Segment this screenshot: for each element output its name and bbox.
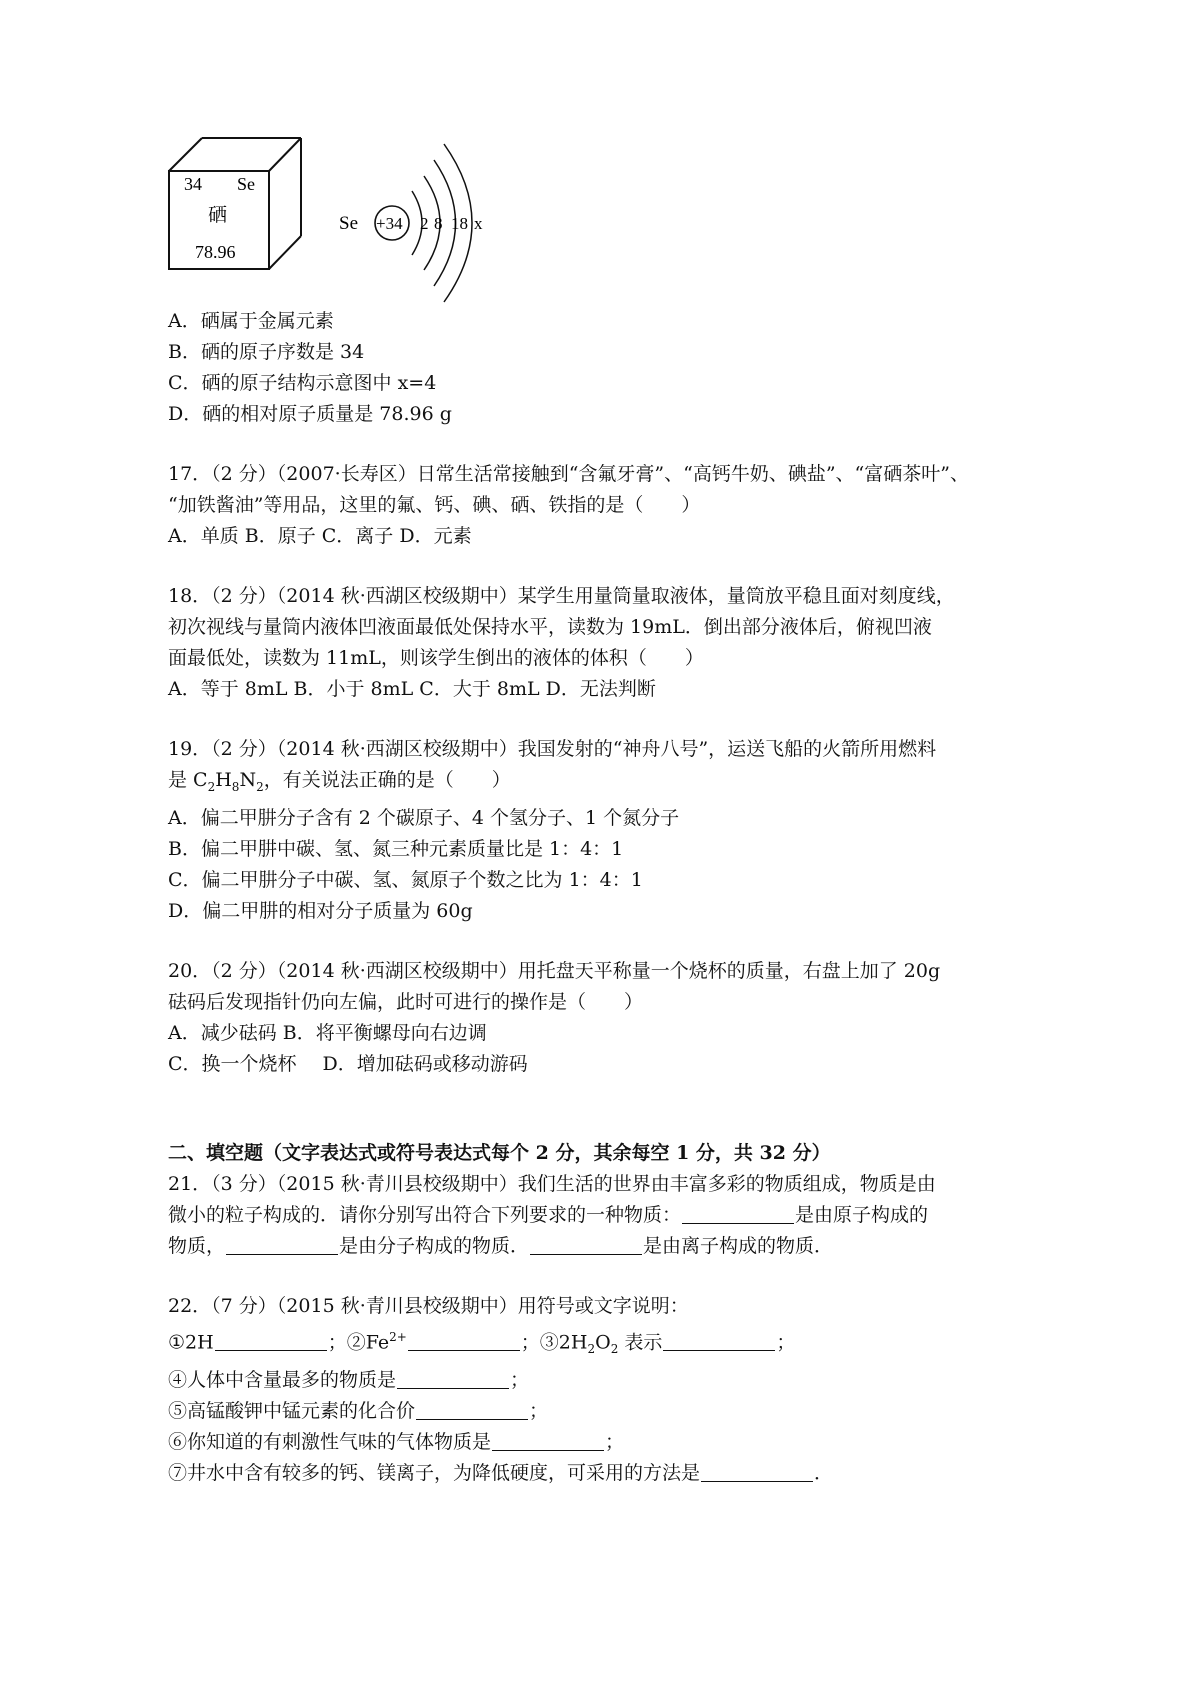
q20-option-c: C．换一个烧杯 (168, 1052, 297, 1075)
q17-stem-line1: 17．（2 分）（2007·长寿区）日常生活常接触到“含氟牙膏”、“高钙牛奶、碘盐”、“富硒茶叶”、 (168, 463, 969, 485)
element-name: 硒 (208, 204, 228, 226)
atomic-mass: 78.96 (195, 242, 236, 262)
q21-stem-line3 (168, 1231, 1048, 1262)
question-content (168, 306, 1048, 1489)
q19-option-a: A．偏二甲肼分子含有 2 个碳原子、4 个氢分子、1 个氮分子 (168, 806, 680, 829)
q22-h2o2-sub2: 2 (610, 1341, 619, 1356)
nucleus-charge: +34 (376, 214, 403, 233)
q17-stem-line2: “加铁酱油”等用品，这里的氟、钙、碘、硒、铁指的是（ ） (168, 494, 701, 516)
q22-text: ； (529, 1399, 549, 1422)
shell-electrons-2: 8 (434, 214, 443, 233)
q22-fe-charge: 2+ (389, 1329, 407, 1344)
q22-blank-6[interactable] (492, 1430, 604, 1451)
q19-text: N (239, 769, 257, 791)
atom-symbol: Se (339, 213, 358, 234)
q22-text: O (595, 1331, 611, 1354)
q22-text: ； (605, 1430, 625, 1453)
q22-item6 (168, 1427, 1048, 1458)
q19-option-b: B．偏二甲肼中碳、氢、氮三种元素质量比是 1：4：1 (168, 837, 624, 860)
q22-blank-5[interactable] (416, 1399, 528, 1420)
shell-electrons-1: 2 (420, 214, 429, 233)
q19-option-d: D．偏二甲肼的相对分子质量为 60g (168, 899, 473, 922)
q22-text: ． (814, 1461, 834, 1484)
q22-h2o2-sub1: 2 (587, 1341, 596, 1356)
q22-blank-7[interactable] (701, 1461, 813, 1482)
q22-text: 表示 (618, 1331, 663, 1354)
shell-electrons-4: x (474, 214, 483, 233)
q19-text: ，有关说法正确的是（ ） (263, 769, 511, 791)
selenium-figure (168, 128, 508, 308)
q21-blank-ion[interactable] (530, 1234, 642, 1255)
q22-item7 (168, 1458, 1048, 1489)
q16-option-c: C．硒的原子结构示意图中 x=4 (168, 372, 437, 394)
q22-blank-1[interactable] (215, 1330, 327, 1351)
q21-stem-line1: 21．（3 分）（2015 秋·青川县校级期中）我们生活的世界由丰富多彩的物质组成，物质是由 (168, 1172, 936, 1195)
q22-blank-2[interactable] (408, 1330, 520, 1351)
q20-stem-line2: 砝码后发现指针仍向左偏，此时可进行的操作是（ ） (168, 990, 644, 1013)
q22-text: ； (510, 1368, 530, 1391)
q21-stem-line2 (168, 1200, 1048, 1231)
q19-sub-n: 2 (256, 779, 264, 794)
q17-options: A．单质 B．原子 C．离子 D．元素 (168, 525, 472, 547)
q20-options-row2 (168, 1049, 1048, 1080)
question-17 (168, 459, 1048, 552)
q19-option-c: C．偏二甲肼分子中碳、氢、氮原子个数之比为 1：4：1 (168, 868, 643, 891)
q20-stem-line1: 20．（2 分）（2014 秋·西湖区校级期中）用托盘天平称量一个烧杯的质量，右盘上加了 20g (168, 959, 941, 982)
q21-text: 是由分子构成的物质． (339, 1234, 530, 1257)
section-2-title: 二、填空题（文字表达式或符号表达式每个 2 分，其余每空 1 分，共 32 分） (168, 1141, 831, 1164)
question-19 (168, 734, 1048, 927)
q18-stem-line3: 面最低处，读数为 11mL，则该学生倒出的液体的体积（ ） (168, 647, 704, 669)
q22-text: ④人体中含量最多的物质是 (168, 1368, 397, 1391)
q21-blank-molecule[interactable] (226, 1234, 338, 1255)
q22-item4 (168, 1365, 1048, 1396)
q22-items-1-3 (168, 1322, 1048, 1365)
q19-text: H (215, 769, 232, 791)
q22-item5 (168, 1396, 1048, 1427)
q18-options: A．等于 8mL B．小于 8mL C．大于 8mL D．无法判断 (168, 678, 656, 700)
q16-option-b: B．硒的原子序数是 34 (168, 341, 365, 363)
q16-option-d: D．硒的相对原子质量是 78.96 g (168, 403, 452, 425)
q21-text: 微小的粒子构成的．请你分别写出符合下列要求的一种物质： (168, 1203, 682, 1226)
q19-sub-c: 2 (207, 779, 216, 794)
q16-options (168, 306, 1048, 430)
atomic-number: 34 (184, 174, 202, 194)
question-21 (168, 1169, 1048, 1262)
q22-text: ⑦井水中含有较多的钙、镁离子，为降低硬度，可采用的方法是 (168, 1461, 701, 1484)
q22-text: ；②Fe (327, 1331, 390, 1354)
q19-stem-line1: 19．（2 分）（2014 秋·西湖区校级期中）我国发射的“神舟八号”，运送飞船的火箭所用燃料 (168, 738, 937, 760)
q21-text: 是由离子构成的物质． (643, 1234, 834, 1257)
q19-stem-line2 (168, 765, 1048, 803)
q22-text: ⑥你知道的有刺激性气味的气体物质是 (168, 1430, 492, 1453)
q20-option-d: D．增加砝码或移动游码 (322, 1052, 528, 1075)
q22-blank-3[interactable] (663, 1330, 775, 1351)
q21-blank-atom[interactable] (682, 1203, 794, 1224)
q22-text: ； (776, 1331, 796, 1354)
q19-sub-h: 8 (231, 779, 240, 794)
q21-text: 物质， (168, 1234, 226, 1257)
q16-option-a: A．硒属于金属元素 (168, 310, 334, 332)
q19-text: 是 C (168, 769, 208, 791)
question-18 (168, 581, 1048, 705)
shell-electrons-3: 18 (451, 214, 468, 233)
q21-text: 是由原子构成的 (795, 1203, 929, 1226)
q20-options-row1: A．减少砝码 B．将平衡螺母向右边调 (168, 1021, 487, 1044)
q18-stem-line2: 初次视线与量筒内液体凹液面最低处保持水平，读数为 19mL．倒出部分液体后，俯视凹液 (168, 616, 932, 638)
q22-text: ⑤高锰酸钾中锰元素的化合价 (168, 1399, 416, 1422)
q22-text: ；③2H (520, 1331, 588, 1354)
question-20 (168, 956, 1048, 1080)
question-22 (168, 1291, 1048, 1489)
q18-stem-line1: 18．（2 分）（2014 秋·西湖区校级期中）某学生用量筒量取液体，量筒放平稳且面对刻度线， (168, 585, 955, 607)
q22-blank-4[interactable] (397, 1368, 509, 1389)
q22-item1: ①2H (168, 1331, 214, 1354)
element-symbol: Se (237, 174, 255, 194)
q22-stem: 22．（7 分）（2015 秋·青川县校级期中）用符号或文字说明： (168, 1294, 689, 1317)
